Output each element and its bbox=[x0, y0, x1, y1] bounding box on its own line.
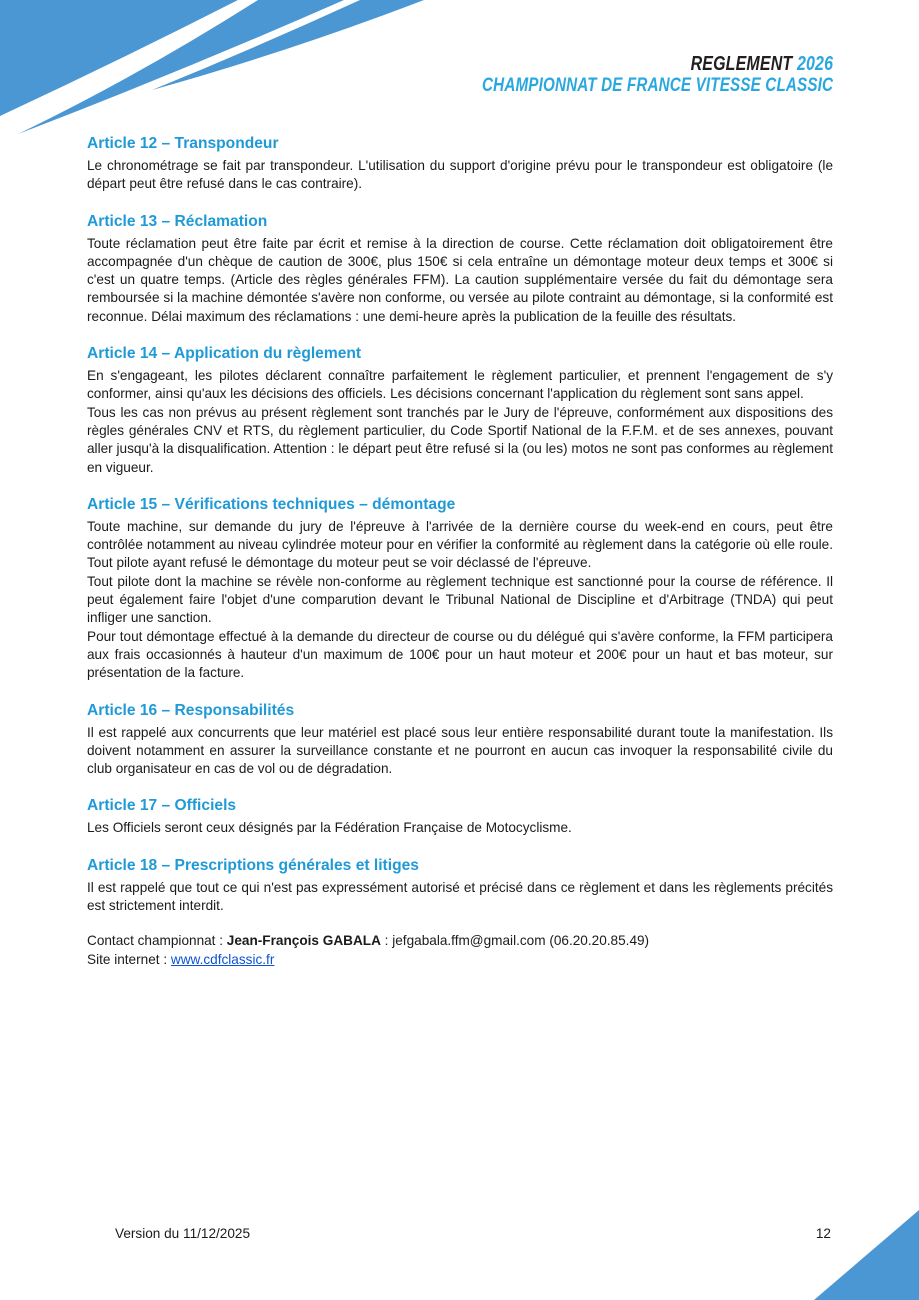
report-subtitle: CHAMPIONNAT DE FRANCE VITESSE CLASSIC bbox=[481, 74, 833, 96]
article-15-paragraph: Pour tout démontage effectué à la demande du directeur de course ou du délégué qui s'avère conforme, la FFM participera aux frais occasionnés à hauteur d'un maximum de 100€ pour un haut moteur et 200€ pour un haut et bas moteur, sur présentation de la facture. bbox=[87, 628, 833, 681]
article-15-paragraph: Tout pilote dont la machine se révèle non-conforme au règlement technique est sanctionné pour la course de référence. Il peut également faire l'objet d'une comparution devant le Tribunal National de Discipline et d'Arbitrage (TNDA) qui peut infliger une sanction. bbox=[87, 573, 833, 626]
contact-details: : jefgabala.ffm@gmail.com (06.20.20.85.49) bbox=[380, 933, 650, 949]
article-17-heading: Article 17 – Officiels bbox=[87, 797, 237, 815]
article-14-paragraph: Tous les cas non prévus au présent règlement sont tranchés par le Jury de l'épreuve, conformément aux dispositions des règles générales CNV et RTS, du règlement particulier, du Code Sportif National de la F.F.M. et de ses annexes, pouvant aller jusqu'à la disqualification. Attention : le départ peut être refusé si la (ou les) motos ne sont pas conformes au règlement en vigueur. bbox=[87, 404, 833, 475]
article-16-section bbox=[87, 702, 833, 779]
article-16-heading: Article 16 – Responsabilités bbox=[87, 701, 295, 719]
article-13-heading: Article 13 – Réclamation bbox=[87, 212, 268, 230]
article-18-section bbox=[87, 857, 833, 916]
contact-label: Contact championnat : bbox=[87, 933, 227, 949]
article-12-paragraph: Le chronométrage se fait par transpondeur. L'utilisation du support d'origine prévu pour le transpondeur est obligatoire (le départ peut être refusé dans le cas contraire). bbox=[87, 158, 833, 192]
article-17-paragraph: Les Officiels seront ceux désignés par la Fédération Française de Motocyclisme. bbox=[87, 820, 572, 836]
website-link[interactable]: www.cdfclassic.fr bbox=[170, 951, 275, 967]
report-title bbox=[482, 52, 833, 75]
article-15-heading: Article 15 – Vérifications techniques – démontage bbox=[87, 495, 456, 513]
title-year: 2026 bbox=[796, 52, 833, 75]
article-14-paragraph: En s'engageant, les pilotes déclarent connaître parfaitement le règlement particulier, et prennent l'engagement de s'y conformer, ainsi qu'aux les décisions des officiels. Les décisions concernant l'application du règlement sont sans appel. bbox=[87, 368, 833, 402]
contact-name: Jean-François GABALA bbox=[226, 933, 381, 949]
corner-triangle-graphic bbox=[814, 1210, 919, 1300]
article-16-paragraph: Il est rappelé aux concurrents que leur matériel est placé sous leur entière responsabilité durant toute la manifestation. Ils doivent notamment en assurer la surveillance constante et ne pourront en aucun cas invoquer la responsabilité civile du club organisateur en cas de vol ou de dégradation. bbox=[87, 724, 833, 777]
site-line bbox=[87, 951, 833, 969]
article-17-section bbox=[87, 797, 833, 837]
article-15-section bbox=[87, 496, 833, 683]
footer-version-text: Version du 11/12/2025 bbox=[115, 1226, 251, 1241]
article-14-heading: Article 14 – Application du règlement bbox=[87, 345, 362, 363]
article-13-section bbox=[87, 213, 833, 326]
article-12-section bbox=[87, 135, 833, 194]
document-content bbox=[87, 135, 833, 969]
site-label: Site internet : bbox=[87, 951, 171, 967]
article-18-paragraph: Il est rappelé que tout ce qui n'est pas expressément autorisé et précisé dans ce règlement et dans les règlements précités est strictement interdit. bbox=[87, 879, 833, 914]
article-13-paragraph: Toute réclamation peut être faite par écrit et remise à la direction de course. Cette réclamation doit obligatoirement être accompagnée d'un chèque de caution de 300€, plus 150€ si cela entraîne un démontage moteur deux temps et 300€ si c'est un quatre temps. (Article des règles générales FFM). La caution supplémentaire versée du fait du démontage sera remboursée si la machine démontée s'avère non conforme, ou versée au pilote contraint au démontage, si la conformité est reconnue. Délai maximum des réclamations : une demi-heure après la publication de la feuille des résultats. bbox=[87, 235, 833, 324]
article-15-paragraph: Toute machine, sur demande du jury de l'épreuve à l'arrivée de la dernière course du week-end en cours, peut être contrôlée notamment au niveau cylindrée moteur pour en vérifier la conformité au règlement dans la catégorie où elle roule. Tout pilote ayant refusé le démontage du moteur peut se voir déclassé de l'épreuve. bbox=[87, 518, 833, 571]
footer-page-number: 12 bbox=[815, 1226, 831, 1241]
contact-block bbox=[87, 932, 833, 969]
article-12-heading: Article 12 – Transpondeur bbox=[87, 135, 279, 152]
article-18-heading: Article 18 – Prescriptions générales et litiges bbox=[87, 856, 419, 874]
contact-line bbox=[87, 932, 833, 950]
title-word: REGLEMENT bbox=[690, 52, 793, 75]
header-title-block bbox=[383, 52, 833, 96]
article-14-section bbox=[87, 345, 833, 477]
